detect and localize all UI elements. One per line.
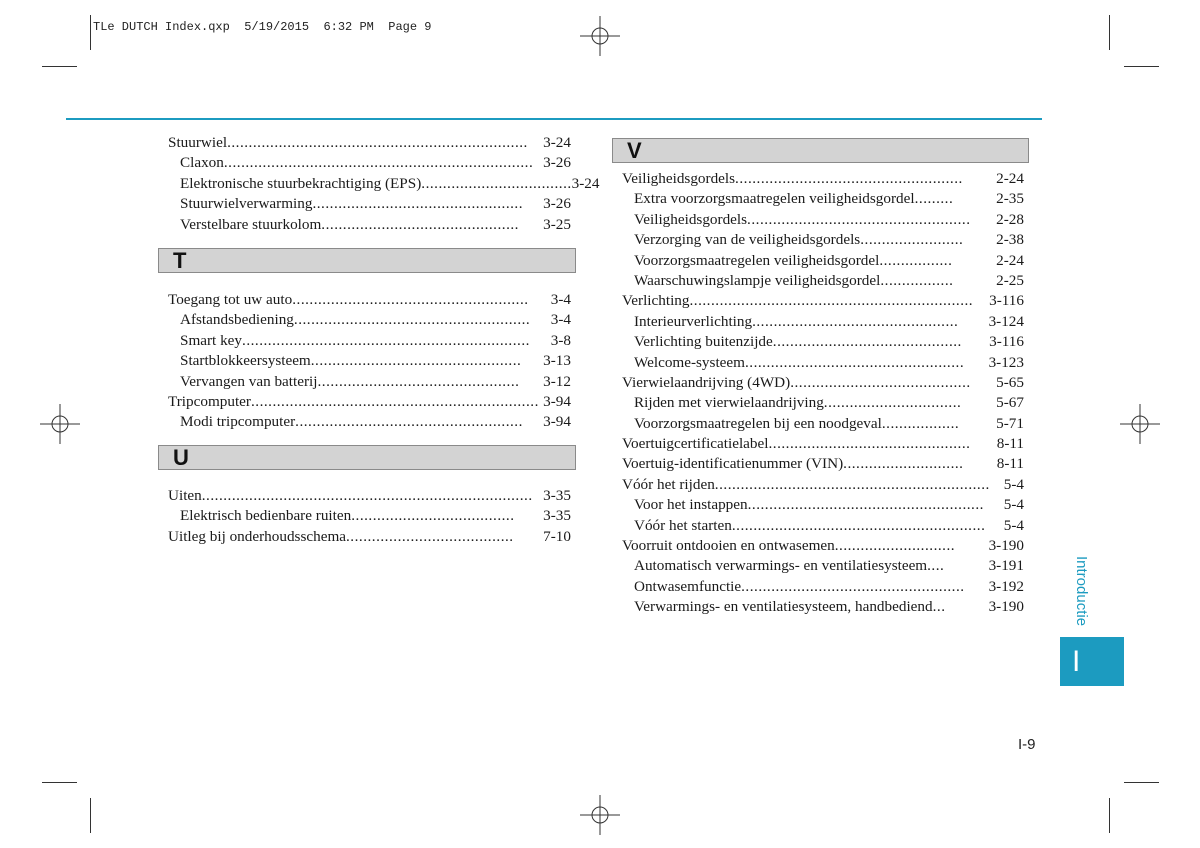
- entry-page: 2-38: [996, 231, 1024, 249]
- entry-page: 7-10: [543, 527, 571, 545]
- entry-leader: .................................................: [312, 195, 523, 213]
- entry-label: Veiligheidsgordels: [634, 210, 748, 228]
- entry-page: 3-4: [550, 311, 571, 329]
- index-subentry: [168, 331, 571, 351]
- entry-label: Voertuig-identificatienummer (VIN): [622, 455, 844, 473]
- crop-mark: [42, 782, 77, 783]
- crop-mark: [1124, 782, 1159, 783]
- section-u-entries: [168, 486, 571, 547]
- entry-page: 5-4: [1003, 496, 1024, 514]
- entry-page: 3-24: [543, 134, 571, 151]
- entry-page: 3-26: [543, 154, 571, 172]
- entry-label: Welcome-systeem: [634, 353, 745, 371]
- entry-label: Veiligheidsgordels: [622, 170, 736, 187]
- index-entry: [168, 392, 571, 412]
- entry-label: Automatisch verwarmings- en ventilatiesysteem: [634, 557, 928, 575]
- entry-leader: ...................................................................: [250, 392, 539, 410]
- crop-mark: [42, 66, 77, 67]
- entry-label: Uiten: [168, 487, 202, 504]
- index-subentry: [622, 556, 1024, 576]
- entry-label: Tripcomputer: [168, 392, 251, 410]
- page-number: I-9: [1018, 736, 1036, 753]
- index-entry: [622, 373, 1024, 393]
- entry-leader: ............................: [843, 455, 964, 473]
- entry-leader: ...............................................: [768, 435, 971, 453]
- entry-label: Verzorging van de veiligheidsgordels: [634, 231, 861, 249]
- chapter-tab: I: [1060, 637, 1124, 686]
- entry-page: 8-11: [996, 455, 1024, 473]
- entry-leader: ......................................................................: [227, 134, 528, 151]
- entry-page: 3-191: [988, 557, 1024, 575]
- index-subentry: [622, 393, 1024, 413]
- entry-leader: ......................................: [351, 507, 515, 525]
- index-subentry: [622, 577, 1024, 597]
- entry-label: Modi tripcomputer: [180, 413, 296, 431]
- entry-leader: ...................................................: [744, 353, 965, 371]
- section-header-v: V: [612, 138, 1029, 163]
- entry-page: 3-35: [543, 487, 571, 504]
- entry-label: Afstandsbediening: [180, 311, 294, 329]
- crop-mark: [1109, 798, 1110, 833]
- registration-mark-icon: [580, 16, 620, 56]
- entry-leader: ..........................................: [790, 373, 971, 391]
- index-subentry: [168, 351, 571, 371]
- index-subentry: [168, 506, 571, 526]
- index-subentry: [168, 194, 571, 214]
- entry-leader: ...................................................................: [242, 331, 530, 349]
- entry-label: Vervangen van batterij: [180, 372, 318, 390]
- entry-page: 3-24: [571, 174, 600, 192]
- entry-page: 5-65: [996, 373, 1024, 391]
- entry-leader: ..............................................: [321, 215, 519, 233]
- entry-leader: .....................................................: [295, 413, 523, 431]
- entry-label: Rijden met vierwielaandrijving: [634, 394, 824, 412]
- entry-label: Verwarmings- en ventilatiesysteem, handbediend: [634, 598, 933, 616]
- entry-page: 3-192: [988, 577, 1024, 595]
- entry-label: Verlichting: [622, 292, 690, 310]
- entry-leader: ...: [932, 598, 946, 616]
- entry-page: 3-25: [543, 215, 571, 233]
- entry-label: Voor het instappen: [634, 496, 748, 514]
- entry-leader: ..................: [881, 414, 960, 432]
- entry-page: 3-94: [543, 413, 571, 431]
- entry-page: 5-71: [996, 414, 1024, 432]
- left-column-top: [168, 133, 600, 235]
- entry-leader: ........................: [860, 231, 964, 249]
- entry-page: 3-8: [550, 331, 571, 349]
- index-subentry: [622, 189, 1024, 209]
- entry-page: 3-190: [988, 537, 1024, 555]
- section-v-entries: [622, 169, 1024, 618]
- index-subentry: [168, 174, 600, 194]
- entry-leader: .................: [879, 251, 953, 269]
- index-subentry: [622, 353, 1024, 373]
- index-entry: [622, 169, 1024, 189]
- registration-mark-icon: [1120, 404, 1160, 444]
- entry-leader: .......................................................: [747, 496, 984, 514]
- registration-mark-icon: [580, 795, 620, 835]
- entry-label: Extra voorzorgsmaatregelen veiligheidsgordel: [634, 190, 915, 208]
- entry-label: Vierwielaandrijving (4WD): [622, 373, 791, 391]
- entry-label: Verstelbare stuurkolom: [180, 215, 322, 233]
- entry-label: Voertuigcertificatielabel: [622, 435, 769, 453]
- index-subentry: [622, 312, 1024, 332]
- entry-label: Toegang tot uw auto: [168, 291, 293, 308]
- entry-page: 3-190: [988, 598, 1024, 616]
- index-subentry: [622, 516, 1024, 536]
- index-entry: [622, 291, 1024, 311]
- index-subentry: [622, 597, 1024, 617]
- index-entry: [168, 133, 571, 153]
- entry-label: Ontwasemfunctie: [634, 577, 742, 595]
- entry-label: Verlichting buitenzijde: [634, 333, 773, 351]
- index-entry: [622, 536, 1024, 556]
- entry-leader: .........: [914, 190, 954, 208]
- entry-label: Uitleg bij onderhoudsschema: [168, 527, 346, 545]
- entry-leader: ....................................................: [741, 577, 965, 595]
- entry-page: 3-116: [989, 292, 1024, 310]
- entry-label: Voorzorgsmaatregelen bij een noodgeval: [634, 414, 882, 432]
- index-subentry: [622, 230, 1024, 250]
- index-entry: [168, 290, 571, 310]
- section-t-entries: [168, 290, 571, 433]
- entry-label: Stuurwiel: [168, 134, 228, 151]
- entry-leader: .................................................: [310, 352, 522, 370]
- entry-page: 3-13: [543, 352, 571, 370]
- print-slug: TLe DUTCH Index.qxp 5/19/2015 6:32 PM Page 9: [93, 20, 432, 34]
- index-entry: [622, 434, 1024, 454]
- entry-leader: ...............................................: [317, 372, 520, 390]
- entry-page: 3-94: [543, 392, 571, 410]
- entry-leader: ................................: [823, 394, 962, 412]
- entry-leader: .......................................................: [293, 311, 531, 329]
- entry-page: 8-11: [996, 435, 1024, 453]
- index-subentry: [622, 210, 1024, 230]
- entry-label: Interieurverlichting: [634, 312, 753, 330]
- entry-label: Voorruit ontdooien en ontwasemen: [622, 537, 835, 555]
- entry-leader: ................................................................: [714, 475, 990, 493]
- crop-mark: [90, 15, 91, 50]
- entry-leader: ................................................: [752, 312, 959, 330]
- entry-page: 3-123: [988, 353, 1024, 371]
- index-entry: [622, 475, 1024, 495]
- entry-page: 3-4: [550, 291, 571, 308]
- entry-page: 2-28: [996, 210, 1024, 228]
- entry-label: Smart key: [180, 331, 243, 349]
- index-subentry: [622, 414, 1024, 434]
- index-entry: [168, 527, 571, 547]
- crop-mark: [1109, 15, 1110, 50]
- entry-page: 3-35: [543, 507, 571, 525]
- entry-page: 2-24: [996, 170, 1024, 187]
- entry-leader: ............................................: [772, 333, 962, 351]
- section-header-t: T: [158, 248, 576, 273]
- entry-label: Claxon: [180, 154, 224, 172]
- registration-mark-icon: [40, 404, 80, 444]
- entry-label: Voorzorgsmaatregelen veiligheidsgordel: [634, 251, 880, 269]
- index-subentry: [168, 215, 571, 235]
- index-subentry: [168, 310, 571, 330]
- entry-label: Stuurwielverwarming: [180, 195, 313, 213]
- entry-leader: .....................................................: [735, 170, 963, 187]
- entry-label: Startblokkeersysteem: [180, 352, 311, 370]
- index-subentry: [622, 251, 1024, 271]
- section-header-u: U: [158, 445, 576, 470]
- index-subentry: [168, 372, 571, 392]
- entry-label: Elektronische stuurbekrachtiging (EPS): [180, 174, 422, 192]
- entry-leader: ..................................................................: [689, 292, 974, 310]
- entry-page: 3-116: [989, 333, 1024, 351]
- entry-leader: .......................................: [346, 527, 514, 545]
- index-entry: [168, 486, 571, 506]
- index-subentry: [622, 495, 1024, 515]
- header-rule: [66, 118, 1042, 120]
- entry-leader: ...........................................................: [731, 516, 986, 534]
- entry-page: 3-124: [988, 312, 1024, 330]
- entry-page: 2-24: [996, 251, 1024, 269]
- entry-leader: .......................................................: [292, 291, 529, 308]
- index-subentry: [168, 412, 571, 432]
- crop-mark: [1124, 66, 1159, 67]
- index-subentry: [168, 153, 571, 173]
- index-entry: [622, 454, 1024, 474]
- crop-mark: [90, 798, 91, 833]
- entry-leader: .............................................................................: [201, 487, 533, 504]
- entry-leader: ....: [927, 557, 945, 575]
- entry-leader: ............................: [834, 537, 956, 555]
- entry-page: 5-67: [996, 394, 1024, 412]
- entry-page: 5-4: [1003, 516, 1024, 534]
- entry-page: 3-26: [543, 195, 571, 213]
- entry-label: Vóór het starten: [634, 516, 732, 534]
- entry-leader: ........................................................................: [223, 154, 534, 172]
- entry-label: Elektrisch bedienbare ruiten: [180, 507, 352, 525]
- entry-page: 2-25: [996, 271, 1024, 289]
- entry-page: 2-35: [996, 190, 1024, 208]
- chapter-label: Introductie: [1073, 556, 1090, 627]
- entry-label: Vóór het rijden: [622, 475, 715, 493]
- index-subentry: [622, 271, 1024, 291]
- entry-leader: ....................................................: [747, 210, 971, 228]
- entry-label: Waarschuwingslampje veiligheidsgordel: [634, 271, 881, 289]
- entry-page: 5-4: [1003, 475, 1024, 493]
- entry-page: 3-12: [543, 372, 571, 390]
- entry-leader: ...................................: [421, 174, 572, 192]
- entry-leader: .................: [880, 271, 954, 289]
- index-subentry: [622, 332, 1024, 352]
